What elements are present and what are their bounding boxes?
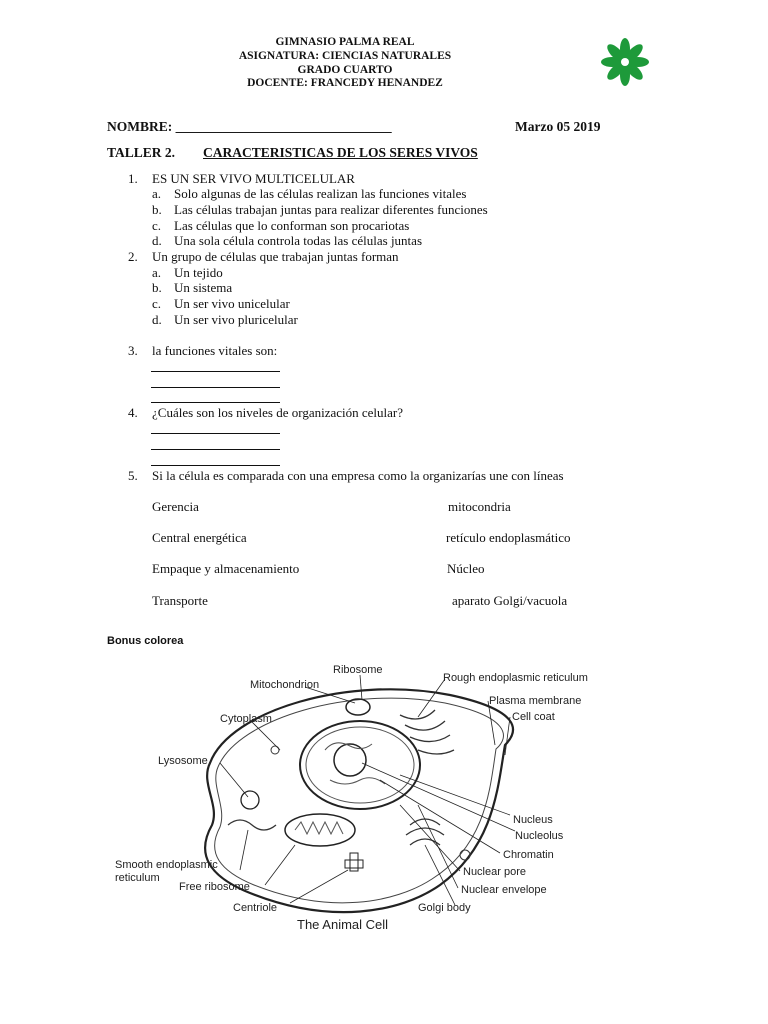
match-left-item: Gerencia (152, 499, 199, 514)
question-5: 5. Si la célula es comparada con una empresa como la organizarías une con líneas (128, 468, 564, 483)
vesicle (271, 746, 279, 754)
diagram-title: The Animal Cell (297, 917, 389, 932)
label-smooth-er-line1: Smooth endoplasmic (115, 859, 218, 871)
answer-line[interactable] (151, 402, 280, 403)
nucleus-shape (300, 721, 420, 809)
match-left-item: Central energética (152, 530, 247, 545)
label-smooth-er-line2: reticulum (115, 872, 160, 884)
lysosome-shape (241, 791, 259, 809)
question-4: 4. ¿Cuáles son los niveles de organización celular? (128, 405, 404, 420)
label-golgi: Golgi body (418, 902, 471, 914)
date: Marzo 05 2019 (515, 119, 601, 134)
answer-line[interactable] (151, 433, 280, 434)
label-rough-er: Rough endoplasmic reticulum (443, 672, 588, 684)
school-logo (590, 36, 660, 86)
workshop-number: TALLER 2. (107, 145, 176, 160)
vesicle (460, 850, 470, 860)
label-nuclear-pore: Nuclear pore (463, 866, 526, 878)
subject: ASIGNATURA: CIENCIAS NATURALES (238, 50, 452, 62)
q1-option-c: c. Las células que lo conforman son procariotas (152, 218, 410, 233)
match-left-item: Transporte (152, 593, 208, 608)
q2-option-c: c. Un ser vivo unicelular (152, 296, 290, 311)
label-ribosome: Ribosome (333, 664, 383, 676)
label-centriole: Centriole (233, 902, 278, 914)
match-right-item: Núcleo (447, 561, 485, 576)
bonus-label: Bonus colorea (107, 635, 184, 647)
cell-coat (215, 698, 504, 903)
label-nuclear-envelope: Nuclear envelope (461, 884, 547, 896)
q2-option-a: a. Un tejido (152, 265, 223, 280)
workshop-title: CARACTERISTICAS DE LOS SERES VIVOS (203, 145, 478, 160)
q1-option-a: a. Solo algunas de las células realizan las funciones vitales (152, 186, 467, 201)
match-right-item: retículo endoplasmático (446, 530, 571, 545)
q1-option-b: b. Las células trabajan juntas para realizar diferentes funciones (152, 202, 488, 217)
answer-line[interactable] (151, 465, 280, 466)
label-cytoplasm: Cytoplasm (220, 713, 272, 725)
grade: GRADO CUARTO (297, 64, 393, 76)
animal-cell-diagram (100, 655, 640, 940)
q2-option-d: d. Un ser vivo pluricelular (152, 312, 298, 327)
match-left-item: Empaque y almacenamiento (152, 561, 300, 576)
name-field-label: NOMBRE: ________________________________ (107, 119, 392, 134)
answer-line[interactable] (151, 387, 280, 388)
label-chromatin: Chromatin (503, 849, 554, 861)
q1-option-d: d. Una sola célula controla todas las células juntas (152, 233, 423, 248)
label-lysosome: Lysosome (158, 755, 208, 767)
label-free-ribosome: Free ribosome (179, 881, 250, 893)
label-cell-coat: Cell coat (512, 711, 555, 723)
label-mitochondrion: Mitochondrion (250, 679, 320, 691)
question-3: 3. la funciones vitales son: (128, 343, 278, 358)
question-2: 2. Un grupo de células que trabajan juntas forman (128, 249, 399, 264)
label-plasma-membrane: Plasma membrane (489, 695, 582, 707)
teacher: DOCENTE: FRANCEDY HENANDEZ (247, 77, 443, 89)
match-right-item: mitocondria (448, 499, 511, 514)
centriole-shape (345, 860, 363, 868)
label-nucleolus: Nucleolus (515, 830, 564, 842)
nuclear-envelope-inner (306, 727, 414, 803)
q2-option-b: b. Un sistema (152, 280, 233, 295)
answer-line[interactable] (151, 449, 280, 450)
mitochondrion-cristae (295, 822, 343, 834)
match-right-item: aparato Golgi/vacuola (452, 593, 568, 608)
school-name: GIMNASIO PALMA REAL (275, 36, 415, 48)
answer-line[interactable] (151, 371, 280, 372)
label-nucleus: Nucleus (513, 814, 553, 826)
question-1: 1. ES UN SER VIVO MULTICELULAR (128, 171, 355, 186)
smooth-er-shape (228, 820, 276, 830)
